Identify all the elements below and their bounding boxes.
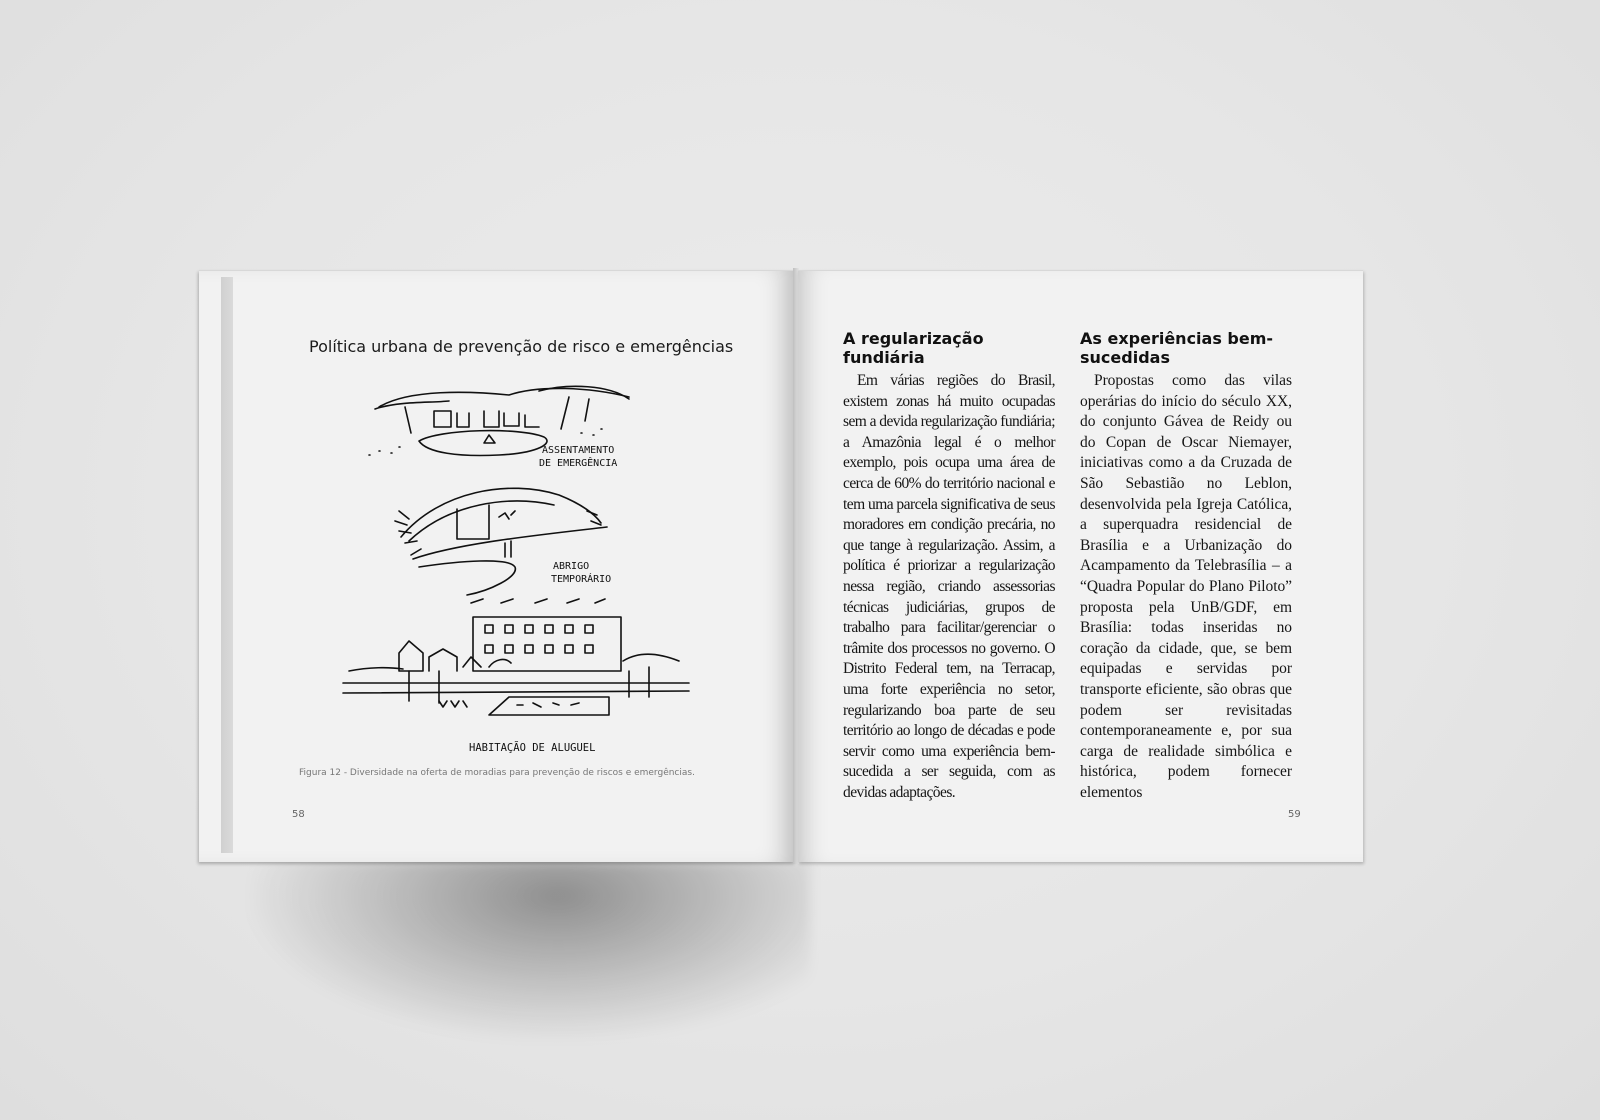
right-page: [798, 270, 1363, 862]
sketch-label: DE EMERGÊNCIA: [539, 458, 618, 469]
housing-sketch-figure: [339, 371, 699, 761]
sketch-label: TEMPORÁRIO: [551, 574, 612, 585]
sketch-label: HABITAÇÃO DE ALUGUEL: [469, 742, 596, 754]
book-shadow: [250, 860, 810, 1040]
column-regularizacao: [843, 329, 1055, 803]
sketch-emergency-settlement: [369, 386, 629, 469]
section-heading: A regularização fundiária: [843, 329, 984, 367]
page-number: 58: [292, 809, 305, 820]
body-text: Em várias regiões do Brasil, existem zonas há muito ocupadas sem a devida regularização fundiária; a Amazônia legal é o melhor exemplo, pois ocupa uma área de cerca de 60% do território nacional e tem uma parcela significativa de seus moradores em condição precária, no que tange à regularização. Assim, a política é priorizar a regularização nessa região, criando assessorias técnicas judiciárias, grupos de trabalho para facilitar/gerenciar o trâmite dos processos no governo. O Distrito Federal tem, na Terracap, uma forte experiência no setor, regularizando boa parte de seu território ao longo de décadas e pode servir como uma experiência bem-sucedida a ser seguida, com as devidas adaptações.: [843, 372, 1055, 801]
page-edge: [221, 277, 233, 853]
figure-caption: Figura 12 - Diversidade na oferta de moradias para prevenção de riscos e emergências.: [299, 768, 695, 778]
sketch-rental-housing: [343, 599, 689, 754]
page-title: Política urbana de prevenção de risco e emergências: [309, 337, 734, 356]
sketch-label: ABRIGO: [553, 561, 590, 572]
page-number: 59: [1288, 809, 1301, 820]
left-page: [199, 270, 795, 862]
column-experiencias: [1080, 329, 1292, 803]
sketch-label: ASSENTAMENTO: [542, 445, 615, 456]
body-text: Propostas como das vilas operárias do início do século XX, do conjunto Gávea de Reidy ou do Copan de Oscar Niemayer, iniciativas como a da Cruzada de São Sebastião no Leblon, desenvolvida pela Igreja Católica, a superquadra residencial de Brasília e a Urbanização do Acampamento da Telebrasília – a “Quadra Popular do Plano Piloto” proposta pela UnB/GDF, em Brasília: todas inseridas no coração da cidade, que, se bem equipadas e servidas por transporte eficiente, são obras que podem ser revisitadas contemporaneamente e, por sua carga de realidade simbólica e histórica, podem fornecer elementos: [1080, 372, 1292, 801]
section-heading: As experiências bem-sucedidas: [1080, 329, 1274, 367]
sketch-temporary-shelter: [395, 488, 611, 595]
